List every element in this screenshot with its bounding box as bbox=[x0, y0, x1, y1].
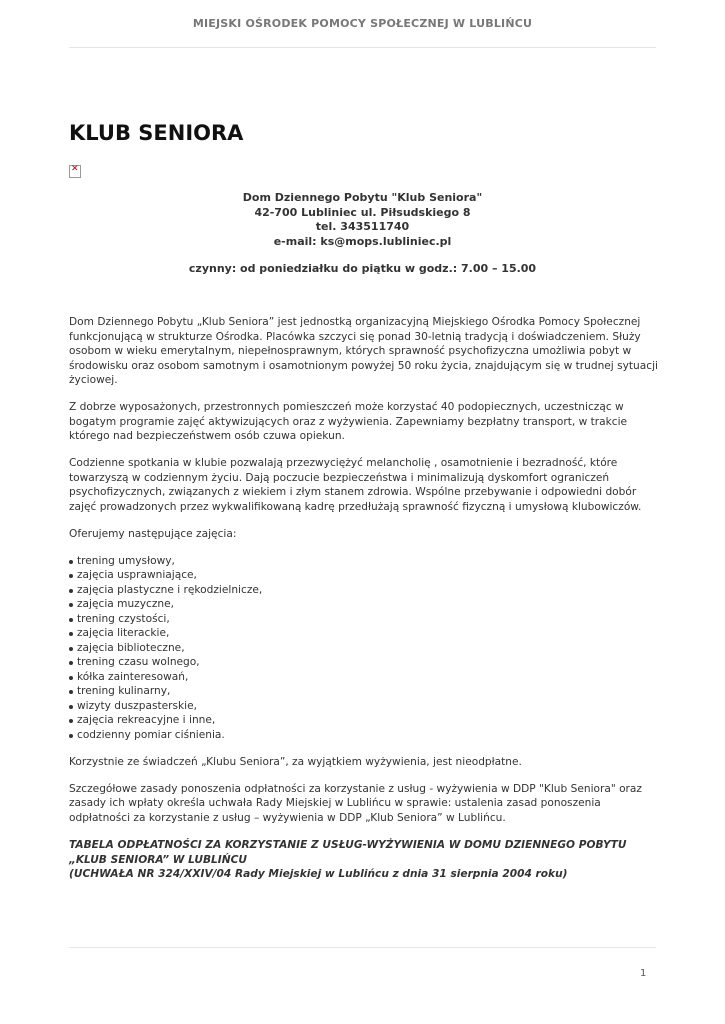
fee-table-title: TABELA ODPŁATNOŚCI ZA KORZYSTANIE Z USŁUG-WYŻYWIENIA W DOMU DZIENNEGO POBYTU „KLUB SENIORA” W LUBLIŃCU bbox=[69, 839, 627, 866]
paragraph-facilities: Z dobrze wyposażonych, przestronnych pomieszczeń może korzystać 40 podopiecznych, uczestnicząc w bogatym programie zajęć aktywizujących oraz z wyżywienia. Zapewniamy bezpłatny transport, w trakcie którego nad bezpieczeństwem osób czuwa opiekun. bbox=[69, 401, 628, 442]
contact-address: 42-700 Lubliniec ul. Piłsudskiego 8 bbox=[254, 205, 471, 219]
main-content bbox=[69, 315, 659, 838]
opening-hours: czynny: od poniedziałku do piątku w godz.: 7.00 – 15.00 bbox=[188, 262, 537, 275]
list-item: trening czystości, bbox=[69, 612, 659, 627]
list-item: zajęcia literackie, bbox=[69, 626, 659, 641]
list-item: zajęcia rekreacyjne i inne, bbox=[69, 713, 659, 728]
broken-image-icon bbox=[69, 165, 81, 178]
page-header-title: MIEJSKI OŚRODEK POMOCY SPOŁECZNEJ W LUBLIŃCU bbox=[192, 17, 533, 30]
paragraph-fee-rules: Szczegółowe zasady ponoszenia odpłatności za korzystanie z usług - wyżywienia w DDP "Klub Seniora" oraz zasady ich wpłaty określa uchwała Rady Miejskiej w Lublińcu w sprawie: ustalenia zasad ponoszenia odpłatności za korzystanie z usług – wyżywienia w DDP „Klub Seniora” w Lublińcu. bbox=[69, 782, 642, 824]
paragraph-intro: Dom Dziennego Pobytu „Klub Seniora” jest jednostką organizacyjną Miejskiego Ośrodka Pomocy Społecznej funkcjonującą w strukturze Ośrodka. Placówka szczyci się ponad 30-letnią tradycją i doświadczeniem. Służy osobom w wieku emerytalnym, niepełnosprawnym, których sprawność psychofizyczna umożliwia pobyt w środowisku oraz osobom samotnym i osamotnionym powyżej 50 roku życia, znajdującym się w trudnej sytuacji życiowej. bbox=[69, 316, 658, 386]
footer-divider bbox=[69, 947, 656, 948]
list-item: trening kulinarny, bbox=[69, 684, 659, 699]
paragraph-free-of-charge: Korzystnie ze świadczeń „Klubu Seniora”, za wyjątkiem wyżywienia, jest nieodpłatne. bbox=[69, 755, 522, 768]
list-item: wizyty duszpasterskie, bbox=[69, 699, 659, 714]
contact-phone: tel. 343511740 bbox=[315, 220, 410, 233]
fee-table-heading bbox=[69, 838, 659, 882]
activities-list bbox=[69, 554, 659, 743]
list-item: kółka zainteresowań, bbox=[69, 670, 659, 685]
fee-table-resolution: (UCHWAŁA NR 324/XXIV/04 Rady Miejskiej w Lublińcu z dnia 31 sierpnia 2004 roku) bbox=[69, 868, 568, 880]
page-number: 1 bbox=[640, 968, 647, 979]
list-item: zajęcia muzyczne, bbox=[69, 597, 659, 612]
list-item: zajęcia plastyczne i rękodzielnicze, bbox=[69, 583, 659, 598]
contact-name: Dom Dziennego Pobytu "Klub Seniora" bbox=[242, 191, 483, 204]
paragraph-benefits: Codzienne spotkania w klubie pozwalają przezwyciężyć melancholię , osamotnienie i bezradność, które towarzyszą w codziennym życiu. Dają poczucie bezpieczeństwa i minimalizują dyskomfort ograniczeń psychofizycznych, związanych z wiekiem i złym stanem zdrowia. Wspólne przebywanie i odpowiedni dobór zajęć prowadzonych przez wykwalifikowaną kadrę przedłużają sprawność fizyczną i umysłową klubowiczów. bbox=[69, 457, 642, 513]
contact-block bbox=[69, 191, 656, 249]
list-item: trening umysłowy, bbox=[69, 554, 659, 569]
header-divider bbox=[69, 47, 656, 48]
paragraph-offer-intro: Oferujemy następujące zajęcia: bbox=[69, 527, 237, 540]
page-title: KLUB SENIORA bbox=[69, 121, 244, 145]
contact-email[interactable]: e-mail: ks@mops.lubliniec.pl bbox=[273, 234, 452, 248]
list-item: zajęcia usprawniające, bbox=[69, 568, 659, 583]
list-item: trening czasu wolnego, bbox=[69, 655, 659, 670]
list-item: codzienny pomiar ciśnienia. bbox=[69, 728, 659, 743]
list-item: zajęcia biblioteczne, bbox=[69, 641, 659, 656]
